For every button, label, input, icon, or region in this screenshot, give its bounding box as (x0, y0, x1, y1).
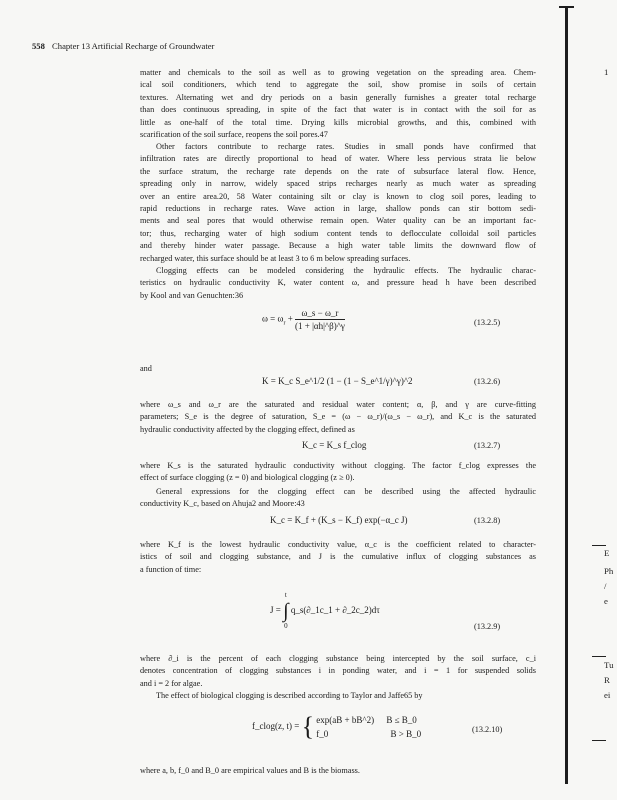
equation-number: (13.2.7) (474, 441, 501, 450)
paragraph (140, 265, 536, 302)
edge-fragment: Ph (604, 566, 614, 576)
text-line: recharged water, this surface should be at least 3 to 6 m below spreading surfaces. (140, 253, 411, 263)
text-line: and i = 2 for algae. (140, 678, 203, 688)
equation-number: (13.2.5) (474, 318, 501, 327)
text-line: where K_s is the saturated hydraulic conductivity without clogging. The factor f_clog expresses the (140, 461, 536, 470)
eq-integrand: q_s(∂_1c_1 + ∂_2c_2)dτ (290, 605, 380, 616)
edge-rule (592, 656, 606, 657)
paragraph (140, 363, 536, 375)
text-line: where K_f is the lowest hydraulic conductivity value, α_c is the coefficient related to character- (140, 540, 536, 549)
text-line: where ω_s and ω_r are the saturated and residual water content; α, β, and γ are curve-fitting (140, 400, 536, 409)
paragraph (140, 141, 536, 265)
text-line: matter and chemicals to the soil as well as to growing vegetation on the spreading area. Chem- (140, 68, 536, 77)
paragraph (140, 653, 536, 690)
running-header (32, 41, 214, 51)
text-line: ical soil conditioners, which tend to aggregate the soil, show promise in soils of certain (140, 80, 536, 90)
edge-fragment: E (604, 548, 610, 558)
eq-numerator: ω_s − ω_r (295, 308, 345, 320)
text-line: by Kool and van Genuchten:36 (140, 290, 244, 300)
paragraph (140, 539, 536, 576)
edge-fragment: / (604, 581, 607, 591)
text-line: istics of soil and clogging substance, and J is the cumulative influx of clogging substances as (140, 552, 536, 562)
page-number: 558 (32, 41, 45, 51)
eq-lhs: ω = ω (262, 313, 284, 324)
text-line: Clogging effects can be modeled considering the hydraulic effects. The hydraulic charac- (156, 266, 536, 275)
eq-denominator: (1 + |αh|^β)^γ (295, 321, 345, 331)
eq-case: f_0 (316, 729, 329, 739)
text-line: little as one-half of the total time. Drying kills microbial growths, and this, combined with (140, 117, 536, 127)
paragraph (140, 67, 536, 141)
eq-lhs-sub: r (283, 320, 286, 327)
text-line: infiltration rates are directly proportional to head of water. Where less pervious strata lie below (140, 154, 536, 164)
edge-fragment: e (604, 596, 608, 606)
text-line: where a, b, f_0 and B_0 are empirical values and B is the biomass. (140, 766, 360, 775)
text-line: conductivity K_c, based on Ahuja2 and Moore:43 (140, 499, 305, 509)
text-line: denotes concentration of clogging substances i in ponding water, and i = 1 for suspended solids (140, 666, 536, 676)
binding-bar (565, 6, 568, 784)
text-line: tor; thus, recharging water of high sodium content tends to deflocculate colloidal soil particles (140, 228, 536, 238)
eq-case: exp(aB + bB^2) (316, 715, 375, 725)
text-line: Other factors contribute to recharge rates. Studies in small ponds have confirmed that (156, 142, 536, 151)
equation-13-2-5: $\omega = \omega_r$ + $\frac{\omega\_s - \omega\_r}{(1 + |\alpha h|\^{}\beta)\^{}\gamma}$ (262, 308, 345, 331)
text-line: ments and seal pores that would otherwise remain open. Water quality can be an important fac- (140, 216, 536, 226)
equation-number: (13.2.10) (472, 725, 503, 734)
text-line: and thereby hinder water passage. Because a high water table limits the downward flow of (140, 241, 536, 251)
equation-13-2-9 (270, 591, 380, 631)
eq-cases (316, 713, 421, 741)
text-line: the surface stratum, the recharge rate depends on the rate of subsurface lateral flow. Hence, (140, 166, 536, 176)
equation-13-2-8: K_c = K_f + (K_s − K_f) exp(−α_c J) (270, 515, 408, 525)
eq-lhs: f_clog(z, t) = (252, 721, 300, 732)
integral-lower-limit: 0 (284, 622, 288, 630)
text-line: General expressions for the clogging effect can be described using the affected hydraulic (156, 487, 536, 496)
integral-upper-limit: t (284, 591, 287, 599)
integral-sign: t ∫ 0 (283, 591, 289, 630)
eq-condition: B ≤ B_0 (386, 715, 417, 725)
paragraph (140, 765, 536, 777)
paragraph (140, 486, 536, 511)
text-line: and (140, 364, 152, 373)
equation-number: (13.2.8) (474, 516, 501, 525)
text-line: scarification of the soil surface, reopens the soil pores.47 (140, 130, 328, 140)
edge-fragment: 1 (604, 67, 609, 77)
equation-13-2-10: f_clog(z, t) = { exp(aB + bB^2) B ≤ B_0 f_0 B > B_0 (252, 712, 422, 741)
eq-fraction (295, 308, 345, 331)
equation-13-2-6: K = K_c S_e^1/2 (1 − (1 − S_e^1/γ)^γ)^2 (262, 376, 413, 386)
running-title: Chapter 13 Artificial Recharge of Groundwater (52, 41, 215, 51)
paragraph (140, 690, 536, 702)
text-line: over an entire area.20, 58 Water containing silt or clay is known to clog soil pores, leading to (140, 191, 536, 201)
edge-rule (592, 740, 606, 741)
edge-rule (592, 545, 606, 546)
text-line: textures. Alternating wet and dry periods on a basin generally furnishes a greater total recharge (140, 92, 536, 102)
text-line: effect of surface clogging (z = 0) and biological clogging (z ≥ 0). (140, 473, 355, 483)
eq-condition: B > B_0 (390, 729, 422, 739)
text-line: rapid reductions in recharge rates. Wave action in large, shallow ponds can stir bottom sedi- (140, 204, 536, 214)
text-line: spreading only in narrow, widely spaced strips recharges nearly as much water as spreading (140, 179, 536, 189)
text-line: where ∂_i is the percent of each clogging substance being intercepted by the soil surface, c_i (140, 654, 536, 663)
edge-fragment: R (604, 675, 610, 685)
eq-lhs: J = (270, 605, 284, 616)
paragraph (140, 399, 536, 436)
equation-number: (13.2.6) (474, 377, 501, 386)
paragraph (140, 460, 536, 485)
equation-number: (13.2.9) (474, 622, 501, 631)
text-line: parameters; S_e is the degree of saturation, S_e = (ω − ω_r)/(ω_s − ω_r), and K_c is the saturated (140, 412, 536, 422)
text-line: The effect of biological clogging is described according to Taylor and Jaffe65 by (156, 691, 423, 700)
edge-fragment: ei (604, 690, 611, 700)
equation-13-2-7: K_c = K_s f_clog (302, 440, 367, 450)
text-line: a function of time: (140, 564, 202, 574)
edge-fragment: Tu (604, 660, 614, 670)
text-line: teristics on hydraulic conductivity K, water content ω, and pressure head h have been described (140, 278, 536, 288)
text-line: hydraulic conductivity affected by the clogging effect, defined as (140, 424, 355, 434)
text-line: than does continuous spreading, in spite of the fact that water is in contact with the soil for as (140, 105, 536, 115)
